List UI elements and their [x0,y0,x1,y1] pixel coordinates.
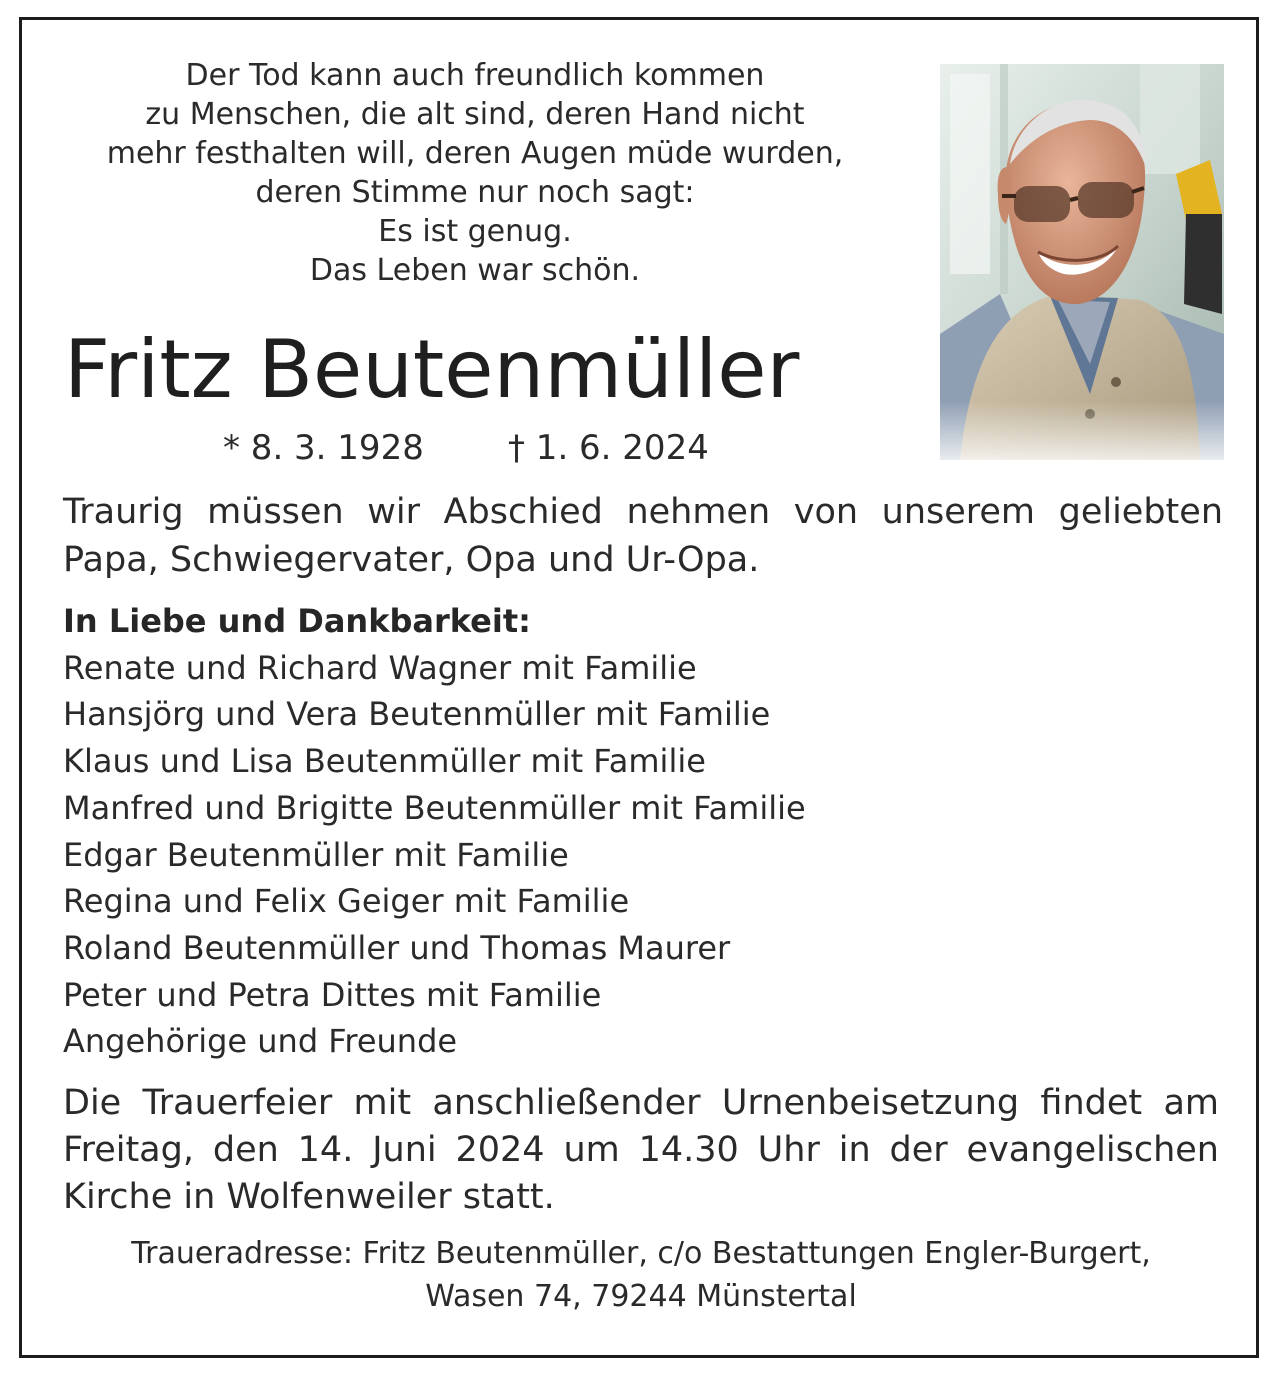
deceased-name: Fritz Beutenmüller [64,323,800,416]
funeral-service-text: Die Trauerfeier mit anschließender Urnenbeisetzung findet am Freitag, den 14. Juni 2024 um 14.30 Uhr in der evangelischen Kirche in Wolfenweiler statt. [63,1083,1219,1217]
portrait-photo [940,64,1224,460]
death-date: † 1. 6. 2024 [508,428,709,468]
poem-line: mehr festhalten will, deren Augen müde wurden, [106,136,844,171]
mourner-entry: Regina und Felix Geiger mit Familie [63,882,630,921]
farewell-text: Traurig müssen wir Abschied nehmen von unserem geliebten Papa, Schwiegervater, Opa und Ur-Opa. [63,492,1223,580]
address-line-1: Traueradresse: Fritz Beutenmüller, c/o Bestattungen Engler-Burgert, [131,1236,1151,1271]
poem-line: Das Leben war schön. [309,253,641,288]
birth-date: * 8. 3. 1928 [223,428,424,468]
mourner-entry: Manfred und Brigitte Beutenmüller mit Familie [63,788,806,827]
portrait-illustration [940,64,1224,460]
poem-line: Der Tod kann auch freundlich kommen [185,58,765,93]
mourner-entry: Hansjörg und Vera Beutenmüller mit Familie [63,695,771,734]
mourners-heading: In Liebe und Dankbarkeit: [63,602,531,640]
mourner-entry: Angehörige und Freunde [63,1022,458,1061]
mourner-entry: Peter und Petra Dittes mit Familie [63,975,602,1014]
poem-line: deren Stimme nur noch sagt: [255,175,695,210]
poem [60,56,890,290]
mourning-address [63,1232,1219,1318]
poem-line: Es ist genug. [378,214,572,249]
address-line-2: Wasen 74, 79244 Münstertal [425,1279,857,1314]
mourner-entry: Renate und Richard Wagner mit Familie [63,648,697,687]
mourner-entry: Edgar Beutenmüller mit Familie [63,835,569,874]
mourner-entry: Klaus und Lisa Beutenmüller mit Familie [63,742,706,781]
mourners-list [63,598,806,1065]
poem-line: zu Menschen, die alt sind, deren Hand nicht [145,97,805,132]
mourner-entry: Roland Beutenmüller und Thomas Maurer [63,928,731,967]
